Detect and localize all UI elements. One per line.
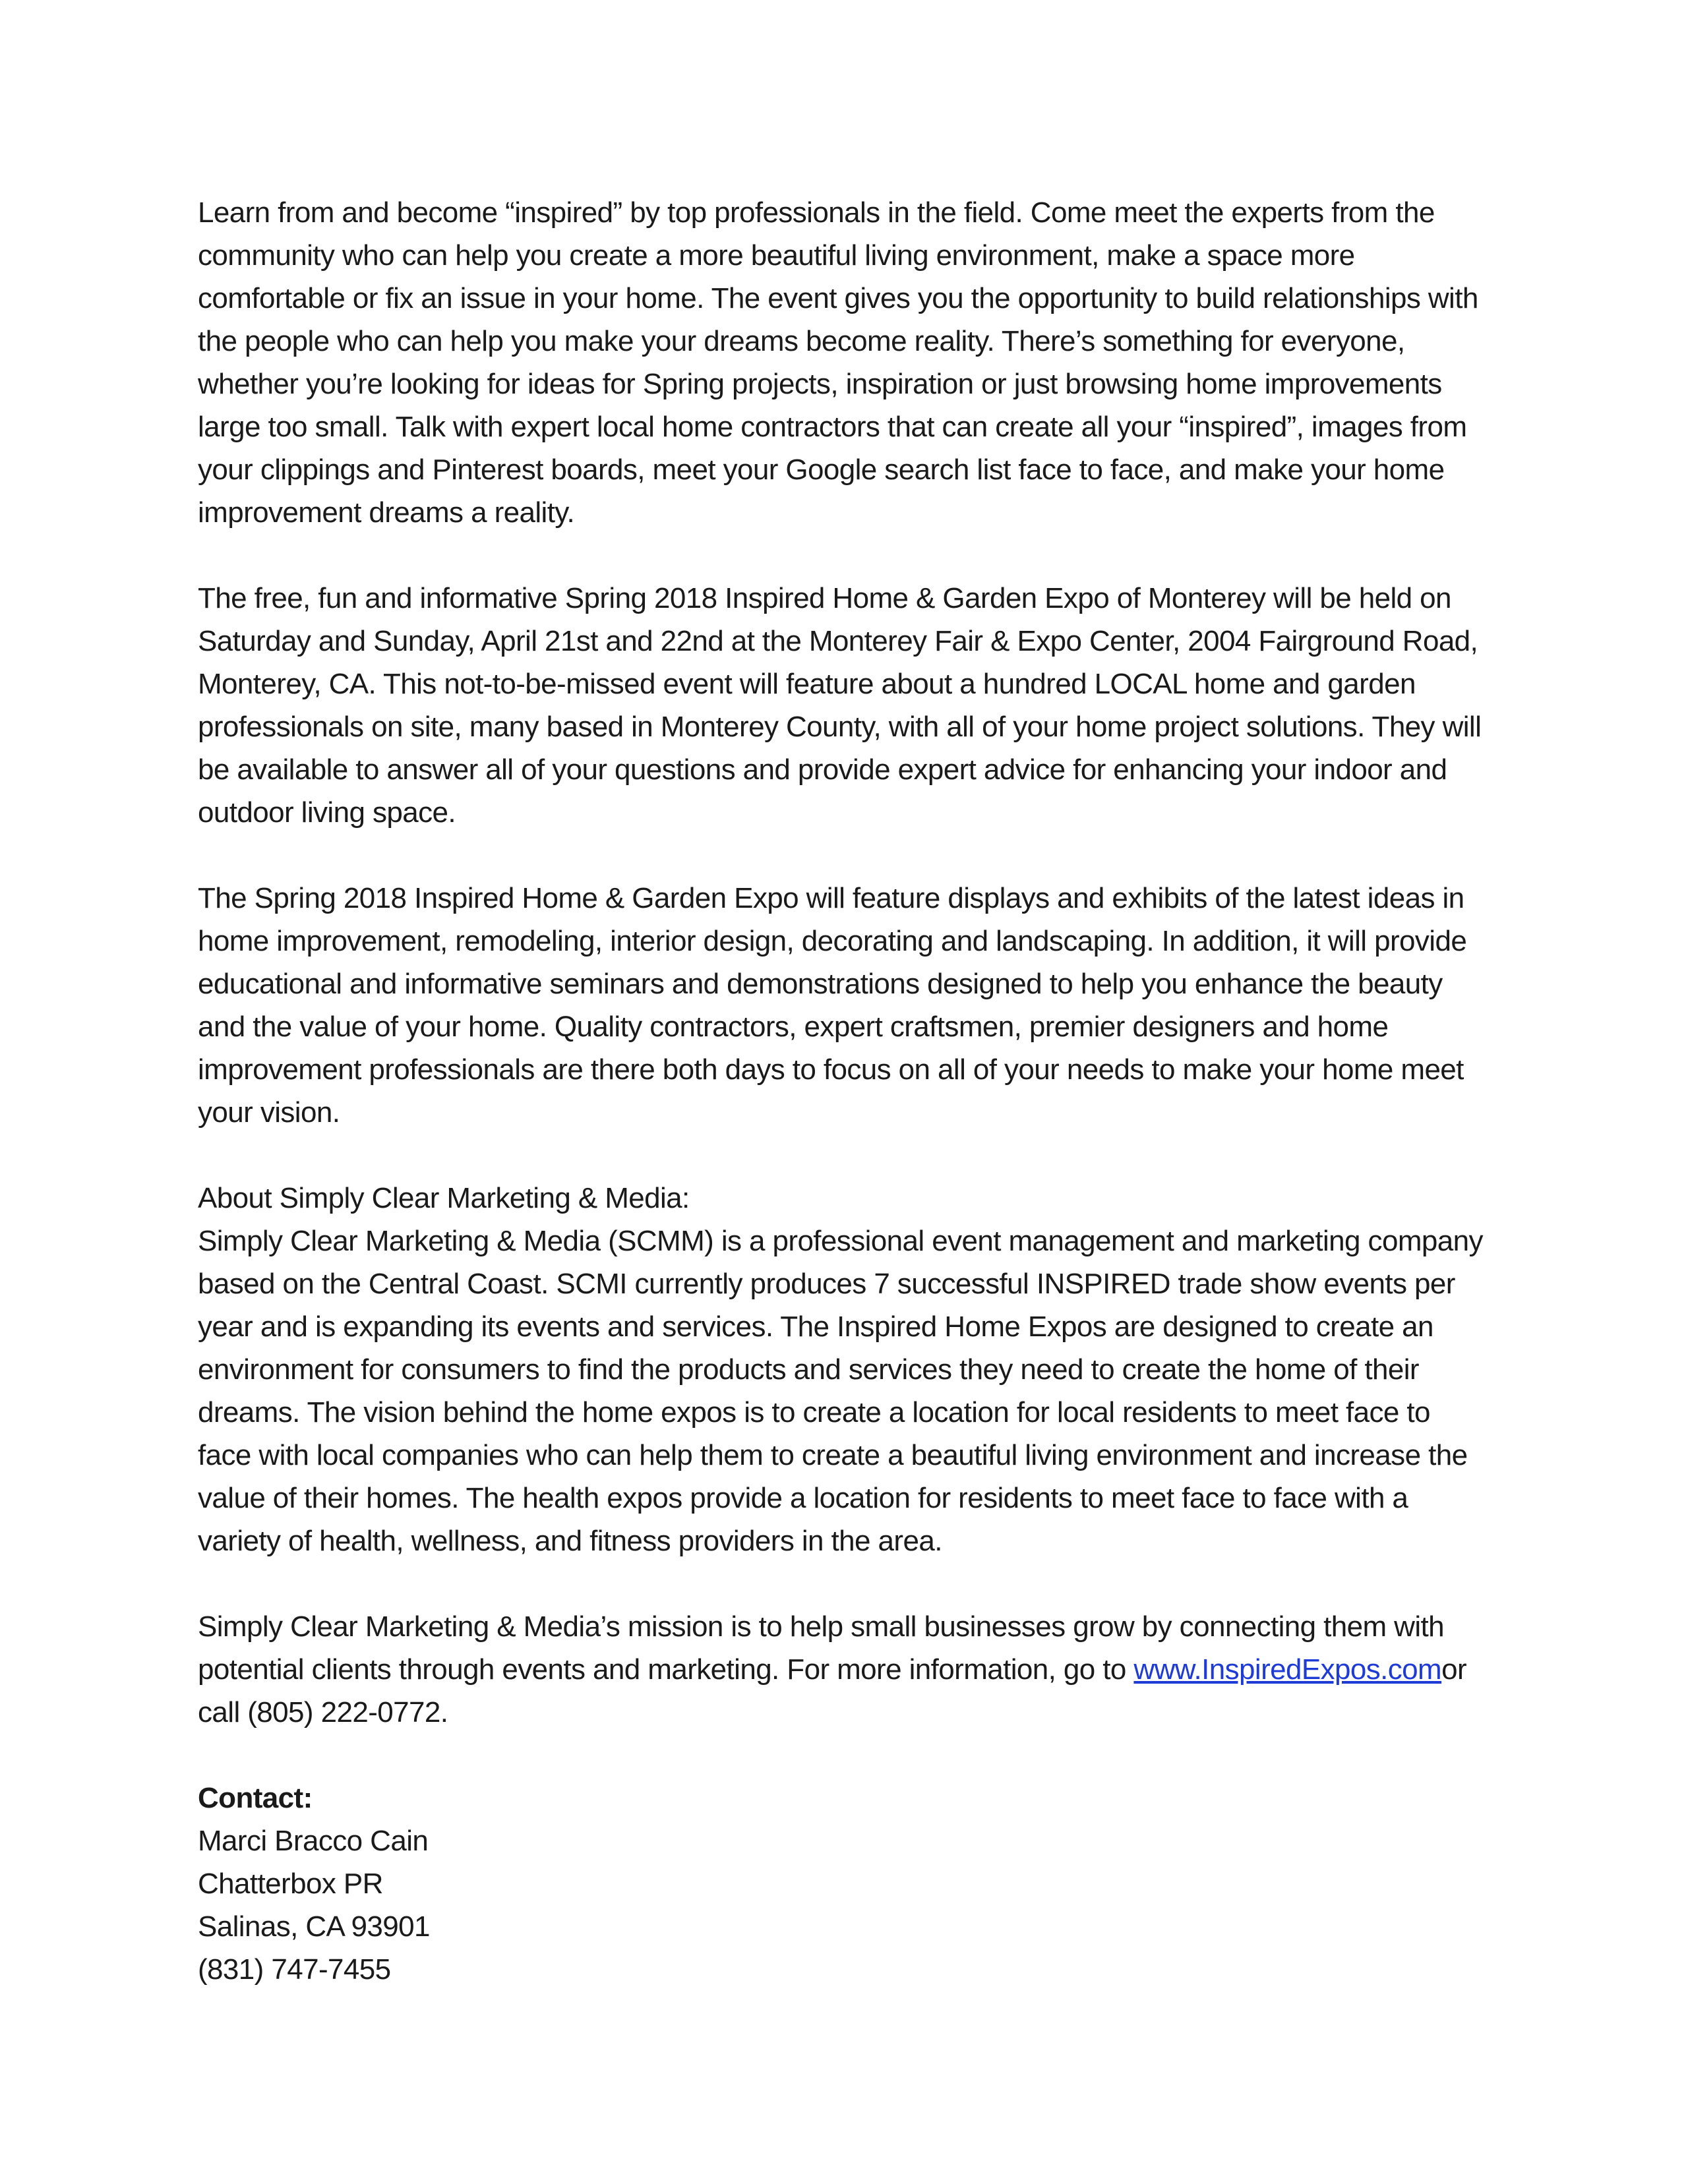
mission-paragraph (198, 1605, 1490, 1734)
website-link[interactable]: www.InspiredExpos.com (1133, 1653, 1442, 1686)
mission-text: Simply Clear Marketing & Media’s mission is to help small businesses grow by connecting them with potential clients through events and marketing. For more information, go to (198, 1610, 1445, 1686)
mission-call-text: or call (805) 222-0772. (198, 1653, 1467, 1728)
contact-name: Marci Bracco Cain (198, 1825, 429, 1857)
about-section (198, 1177, 1490, 1562)
about-heading: About Simply Clear Marketing & Media: (198, 1182, 690, 1214)
about-body: Simply Clear Marketing & Media (SCMM) is a professional event management and marketing company based on the Central Coast. SCMI currently produces 7 successful INSPIRED trade show events per year and is expanding its events and services. The Inspired Home Expos are designed to create an environment for consumers to find the products and services they need to create the home of their dreams. The vision behind the home expos is to create a location for local residents to meet face to face with local companies who can help them to create a beautiful living environment and increase the value of their homes. The health expos provide a location for residents to meet face to face with a variety of health, wellness, and fitness providers in the area. (198, 1225, 1483, 1557)
contact-phone: (831) 747-7455 (198, 1953, 391, 1986)
event-details-paragraph: The free, fun and informative Spring 2018 Inspired Home & Garden Expo of Monterey will be held on Saturday and Sunday, April 21st and 22nd at the Monterey Fair & Expo Center, 2004 Fairground Road, Monterey, CA. This not-to-be-missed event will feature about a hundred LOCAL home and garden professionals on site, many based in Monterey County, with all of your home project solutions. They will be available to answer all of your questions and provide expert advice for enhancing your indoor and outdoor living space. (198, 582, 1482, 829)
contact-heading: Contact: (198, 1782, 313, 1814)
contact-company: Chatterbox PR (198, 1868, 383, 1900)
expo-features-paragraph: The Spring 2018 Inspired Home & Garden Expo will feature displays and exhibits of the latest ideas in home improvement, remodeling, interior design, decorating and landscaping. In addition, it will provide educational and informative seminars and demonstrations designed to help you enhance the beauty and the value of your home. Quality contractors, expert craftsmen, premier designers and home improvement professionals are there both days to focus on all of your needs to make your home meet your vision. (198, 882, 1467, 1129)
document-page (198, 191, 1490, 1991)
contact-block (198, 1777, 1490, 1991)
intro-paragraph: Learn from and become “inspired” by top professionals in the field. Come meet the experts from the community who can help you create a more beautiful living environment, make a space more comfortable or fix an issue in your home. The event gives you the opportunity to build relationships with the people who can help you make your dreams become reality. There’s something for everyone, whether you’re looking for ideas for Spring projects, inspiration or just browsing home improvements large too small. Talk with expert local home contractors that can create all your “inspired”, images from your clippings and Pinterest boards, meet your Google search list face to face, and make your home improvement dreams a reality. (198, 196, 1478, 529)
contact-location: Salinas, CA 93901 (198, 1910, 430, 1943)
